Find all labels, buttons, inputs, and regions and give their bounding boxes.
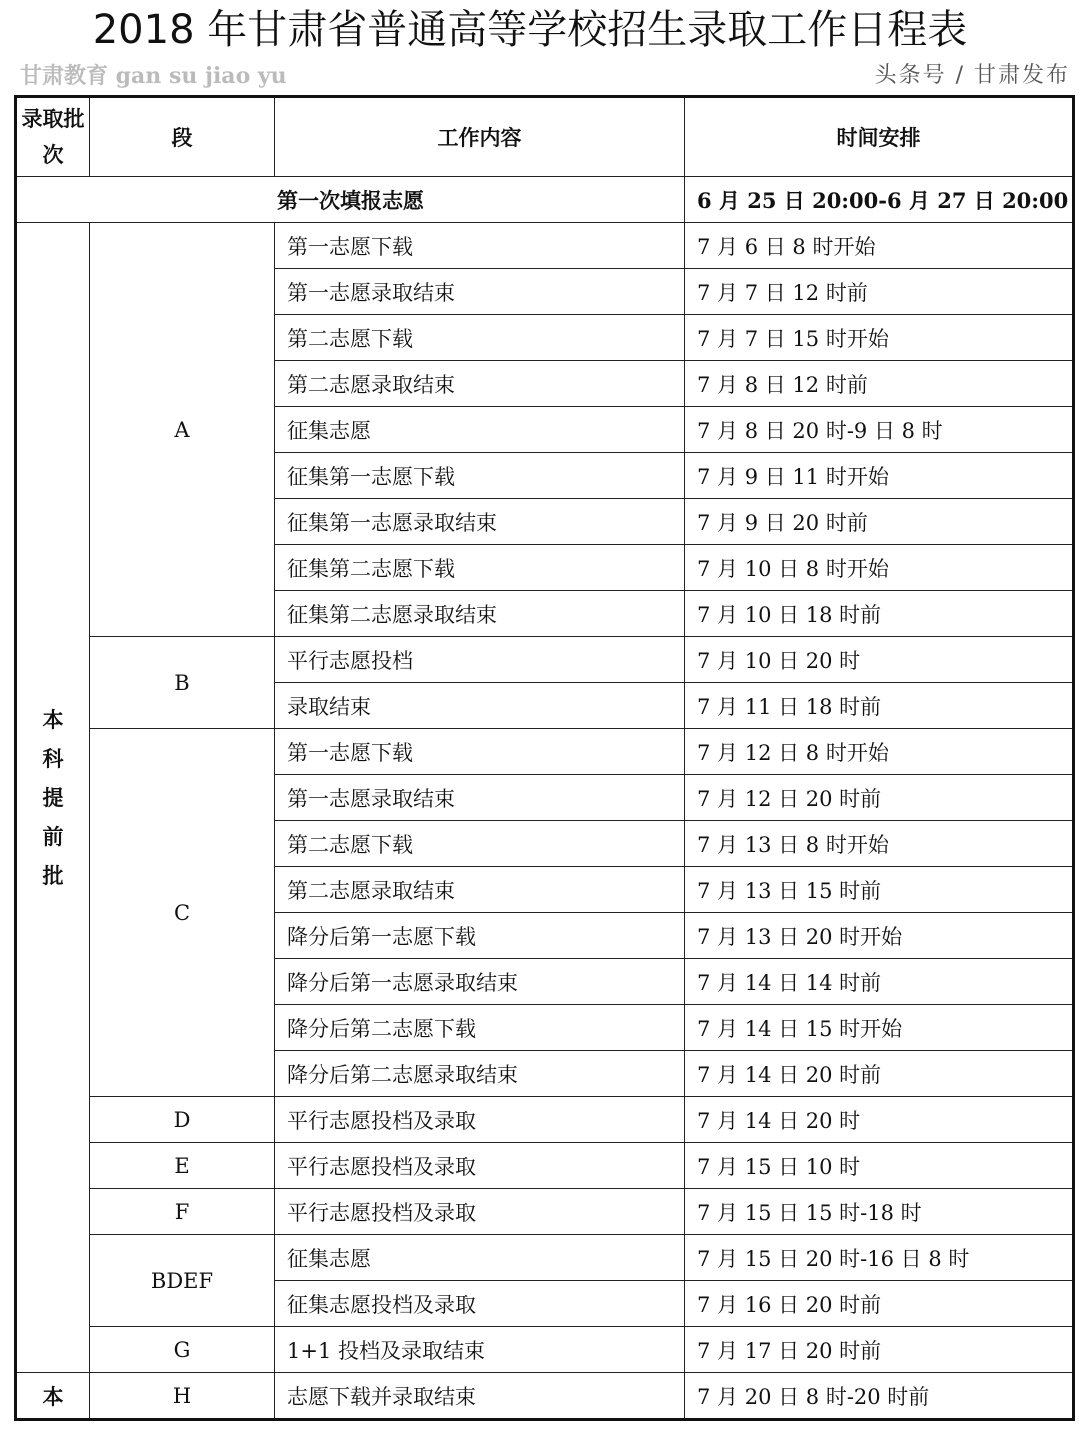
work-content: 降分后第二志愿录取结束 — [275, 1051, 685, 1097]
segment-cell: A — [90, 223, 275, 637]
schedule-time: 7 月 14 日 15 时开始 — [685, 1005, 1074, 1051]
schedule-time: 7 月 15 日 20 时-16 日 8 时 — [685, 1235, 1074, 1281]
schedule-time: 7 月 14 日 20 时前 — [685, 1051, 1074, 1097]
table-row — [16, 1327, 1074, 1373]
table-row — [16, 1235, 1074, 1281]
batch-cell-regular: 本 — [16, 1373, 90, 1420]
header-batch: 录取批次 — [16, 97, 90, 177]
work-content: 1+1 投档及录取结束 — [275, 1327, 685, 1373]
segment-cell: H — [90, 1373, 275, 1420]
header-row — [16, 97, 1074, 177]
work-content: 征集志愿 — [275, 1235, 685, 1281]
work-content: 第二志愿下载 — [275, 821, 685, 867]
schedule-time: 7 月 16 日 20 时前 — [685, 1281, 1074, 1327]
work-content: 第一志愿录取结束 — [275, 269, 685, 315]
segment-cell: F — [90, 1189, 275, 1235]
table-row — [16, 223, 1074, 269]
schedule-time: 7 月 9 日 11 时开始 — [685, 453, 1074, 499]
work-content: 征集志愿 — [275, 407, 685, 453]
work-content: 第一志愿下载 — [275, 729, 685, 775]
segment-cell: B — [90, 637, 275, 729]
schedule-time: 7 月 14 日 20 时 — [685, 1097, 1074, 1143]
work-content: 平行志愿投档 — [275, 637, 685, 683]
schedule-time: 7 月 10 日 8 时开始 — [685, 545, 1074, 591]
first-fill-row — [16, 177, 1074, 223]
schedule-time: 7 月 15 日 15 时-18 时 — [685, 1189, 1074, 1235]
segment-cell: D — [90, 1097, 275, 1143]
work-content: 平行志愿投档及录取 — [275, 1189, 685, 1235]
table-row — [16, 1097, 1074, 1143]
work-content: 征集志愿投档及录取 — [275, 1281, 685, 1327]
header-segment: 段 — [90, 97, 275, 177]
schedule-time: 7 月 7 日 12 时前 — [685, 269, 1074, 315]
batch-cell-early — [16, 223, 90, 1373]
work-content: 第一志愿录取结束 — [275, 775, 685, 821]
schedule-time: 7 月 13 日 8 时开始 — [685, 821, 1074, 867]
schedule-time: 7 月 20 日 8 时-20 时前 — [685, 1373, 1074, 1420]
table-row-last — [16, 1373, 1074, 1420]
work-content: 平行志愿投档及录取 — [275, 1143, 685, 1189]
table-row — [16, 637, 1074, 683]
work-content: 第二志愿下载 — [275, 315, 685, 361]
segment-cell: BDEF — [90, 1235, 275, 1327]
work-content: 征集第二志愿录取结束 — [275, 591, 685, 637]
work-content: 降分后第一志愿下载 — [275, 913, 685, 959]
work-content: 第二志愿录取结束 — [275, 867, 685, 913]
schedule-time: 7 月 15 日 10 时 — [685, 1143, 1074, 1189]
schedule-time: 7 月 7 日 15 时开始 — [685, 315, 1074, 361]
segment-cell: G — [90, 1327, 275, 1373]
schedule-time: 7 月 9 日 20 时前 — [685, 499, 1074, 545]
schedule-time: 7 月 10 日 20 时 — [685, 637, 1074, 683]
work-content: 降分后第一志愿录取结束 — [275, 959, 685, 1005]
corner-watermark: 头条号 / 甘肃发布 — [874, 63, 1070, 88]
header-time: 时间安排 — [685, 97, 1074, 177]
schedule-time: 7 月 11 日 18 时前 — [685, 683, 1074, 729]
schedule-time: 7 月 13 日 15 时前 — [685, 867, 1074, 913]
schedule-time: 7 月 8 日 20 时-9 日 8 时 — [685, 407, 1074, 453]
schedule-table — [14, 95, 1075, 1421]
schedule-time: 7 月 14 日 14 时前 — [685, 959, 1074, 1005]
work-content: 录取结束 — [275, 683, 685, 729]
schedule-time: 7 月 12 日 8 时开始 — [685, 729, 1074, 775]
first-fill-time: 6 月 25 日 20:00-6 月 27 日 20:00 — [685, 177, 1074, 223]
table-row — [16, 729, 1074, 775]
schedule-time: 7 月 6 日 8 时开始 — [685, 223, 1074, 269]
work-content: 征集第二志愿下载 — [275, 545, 685, 591]
schedule-time: 7 月 10 日 18 时前 — [685, 591, 1074, 637]
work-content: 征集第一志愿录取结束 — [275, 499, 685, 545]
work-content: 第二志愿录取结束 — [275, 361, 685, 407]
schedule-time: 7 月 13 日 20 时开始 — [685, 913, 1074, 959]
segment-cell: E — [90, 1143, 275, 1189]
work-content: 第一志愿下载 — [275, 223, 685, 269]
first-fill-label: 第一次填报志愿 — [16, 177, 685, 223]
header-content: 工作内容 — [275, 97, 685, 177]
table-row — [16, 1189, 1074, 1235]
batch-label: 本科提前批 — [42, 707, 64, 888]
diagonal-watermark: 甘肃教育 gan su jiao yu — [20, 63, 287, 89]
table-row — [16, 1143, 1074, 1189]
work-content: 平行志愿投档及录取 — [275, 1097, 685, 1143]
work-content: 志愿下载并录取结束 — [275, 1373, 685, 1420]
schedule-time: 7 月 17 日 20 时前 — [685, 1327, 1074, 1373]
work-content: 降分后第二志愿下载 — [275, 1005, 685, 1051]
schedule-time: 7 月 8 日 12 时前 — [685, 361, 1074, 407]
segment-cell: C — [90, 729, 275, 1097]
schedule-time: 7 月 12 日 20 时前 — [685, 775, 1074, 821]
page-title: 2018 年甘肃省普通高等学校招生录取工作日程表 — [92, 7, 968, 53]
work-content: 征集第一志愿下载 — [275, 453, 685, 499]
